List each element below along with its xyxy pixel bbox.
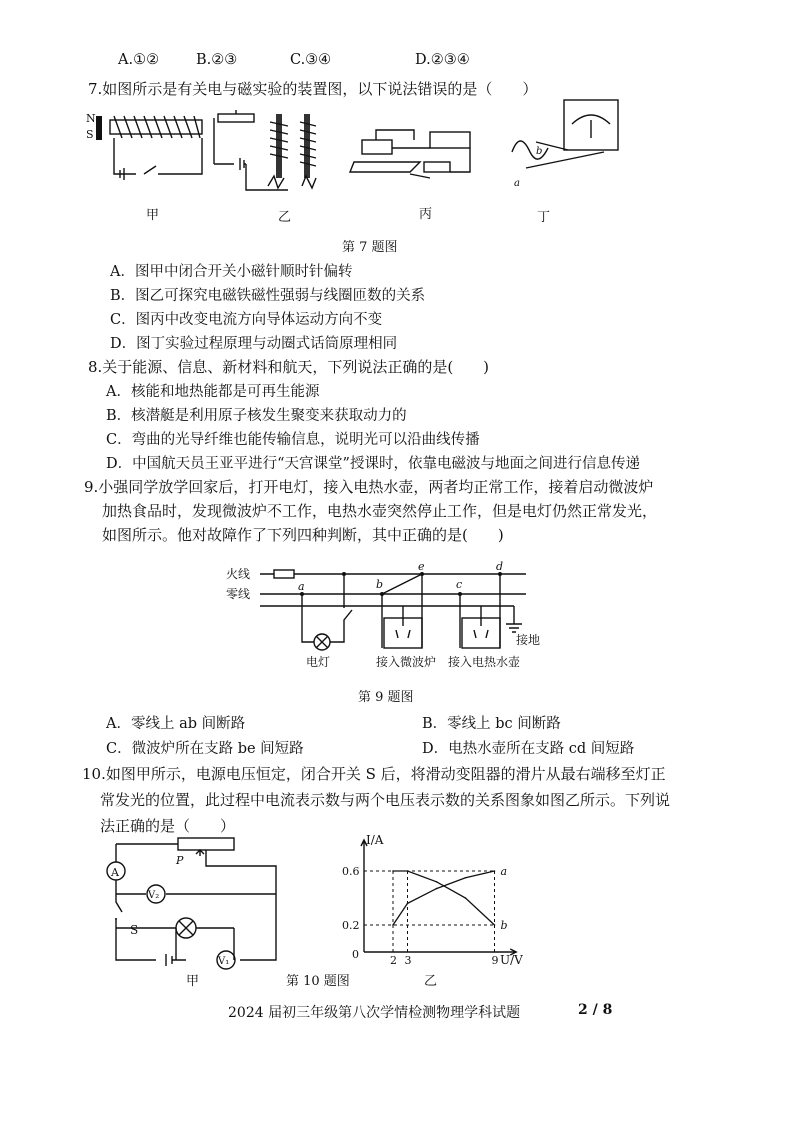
q7-fig-yi [208, 108, 333, 198]
microwave-label: 接入微波炉 [376, 655, 437, 669]
voltmeter-v1-label: V₁ [218, 956, 230, 967]
rheostat-icon [178, 838, 234, 850]
chart-series-line-b [393, 871, 495, 925]
chart-x-tick-label: 3 [404, 954, 412, 967]
chart-axes [361, 840, 516, 955]
chart-y-tick-label: 0.2 [342, 919, 360, 932]
q7-fig-jia [86, 108, 216, 188]
q10-stem-line-2: 常发光的位置，此过程中电流表示数与两个电压表示数的关系图象如图乙所示。下列说 [100, 791, 671, 809]
q7-option-b: B．图乙可探究电磁铁磁性强弱与线圈匝数的关系 [110, 288, 426, 304]
q10-label-jia: 甲 [186, 974, 200, 989]
switch-icon [424, 162, 450, 172]
q8-option-d: D．中国航天员王亚平进行“天宫课堂”授课时，依靠电磁波与地面之间进行信息传递 [106, 456, 640, 472]
rheostat-icon [218, 114, 254, 122]
battery-box-icon [430, 132, 470, 148]
q7-fig-ding [508, 98, 623, 193]
fuse-icon [274, 570, 294, 578]
chart-series-label-b: b [500, 919, 508, 932]
chart-x-tick-label: 2 [390, 954, 397, 967]
chart-y-tick-label: 0.6 [342, 865, 360, 878]
q7-label-ding: 丁 [537, 210, 551, 225]
q7-option-d: D．图丁实验过程原理与动圈式话筒原理相同 [110, 336, 398, 352]
q9-caption: 第 9 题图 [358, 690, 414, 705]
q8-option-c: C．弯曲的光导纤维也能传输信息，说明光可以沿曲线传播 [106, 432, 480, 448]
q9-option-a: A．零线上 ab 间断路 [106, 716, 246, 732]
q10-stem-line-3: 法正确的是（ ） [100, 817, 236, 835]
point-c-label: c [456, 578, 463, 591]
q10-label-yi: 乙 [424, 974, 438, 989]
q10-chart [340, 830, 530, 970]
north-pole-label: N [86, 112, 96, 125]
point-a-label: a [514, 178, 520, 189]
neutral-wire-label: 零线 [226, 587, 251, 601]
lamp-label: 电灯 [306, 655, 331, 669]
q7-label-jia: 甲 [146, 208, 160, 223]
point-d-label: d [496, 560, 504, 573]
q7-label-yi: 乙 [278, 210, 292, 225]
q6-option-b: B.②③ [196, 52, 238, 68]
slider-p-label: P [176, 854, 184, 867]
q9-stem-line-2: 加热食品时，发现微波炉不工作，电热水壶突然停止工作，但是电灯仍然正常发光， [102, 502, 658, 520]
point-e-label: e [418, 560, 425, 573]
chart-x-tick-label: 9 [491, 954, 499, 967]
q8-stem: 8.关于能源、信息、新材料和航天，下列说法正确的是( ) [88, 358, 490, 376]
kettle-label: 接入电热水壶 [448, 655, 521, 669]
q9-option-b: B．零线上 bc 间断路 [422, 716, 561, 732]
magnet-icon [362, 140, 392, 154]
chart-series-line-a [393, 871, 495, 925]
footer-title: 2024 届初三年级第八次学情检测物理学科试题 [228, 1005, 521, 1021]
point-a-label: a [298, 580, 305, 593]
ground-icon [506, 606, 522, 632]
voltmeter-v2-label: V₂ [148, 890, 160, 901]
q9-circuit-diagram [226, 560, 556, 680]
q7-stem: 7.如图所示是有关电与磁实验的装置图，以下说法错误的是（ ） [88, 80, 538, 98]
footer-page-number: 2 / 8 [578, 1002, 613, 1018]
south-pole-label: S [86, 128, 94, 141]
q10-circuit-jia [96, 836, 286, 971]
q9-stem-line-1: 9.小强同学放学回家后，打开电灯，接入电热水壶，两者均正常工作，接着启动微波炉 [84, 478, 654, 496]
live-wire-label: 火线 [226, 567, 251, 581]
chart-y-axis [361, 840, 367, 952]
q10-caption: 第 10 题图 [286, 974, 350, 989]
chart-series-label-a: a [500, 865, 508, 878]
chart-origin-label: 0 [352, 948, 359, 961]
compass-needle-icon [96, 116, 102, 140]
q6-option-a: A.①② [118, 52, 160, 68]
q6-option-c: C.③④ [290, 52, 332, 68]
chart-x-axis-label: U/V [500, 953, 523, 967]
q7-caption: 第 7 题图 [342, 240, 398, 255]
q8-option-a: A．核能和地热能都是可再生能源 [106, 384, 320, 400]
q7-label-bing: 丙 [419, 207, 433, 222]
q8-option-b: B．核潜艇是利用原子核发生聚变来获取动力的 [106, 408, 407, 424]
q7-option-a: A．图甲中闭合开关小磁针顺时针偏转 [110, 264, 353, 280]
q7-fig-bing [350, 118, 480, 188]
q9-stem-line-3: 如图所示。他对故障作了下列四种判断，其中正确的是( ) [102, 526, 504, 544]
q7-option-c: C．图丙中改变电流方向导体运动方向不变 [110, 312, 383, 328]
q6-option-d: D.②③④ [415, 52, 470, 68]
point-b-label: b [536, 146, 543, 157]
q9-option-c: C．微波炉所在支路 be 间短路 [106, 741, 304, 757]
ground-label: 接地 [516, 633, 541, 647]
q9-option-d: D．电热水壶所在支路 cd 间短路 [422, 741, 635, 757]
ammeter-label: A [111, 866, 119, 879]
point-b-label: b [376, 578, 384, 591]
q10-stem-line-1: 10.如图甲所示，电源电压恒定，闭合开关 S 后，将滑动变阻器的滑片从最右端移至灯正 [82, 765, 666, 783]
switch-s-label: S [130, 923, 139, 937]
chart-y-axis-label: I/A [366, 833, 384, 847]
